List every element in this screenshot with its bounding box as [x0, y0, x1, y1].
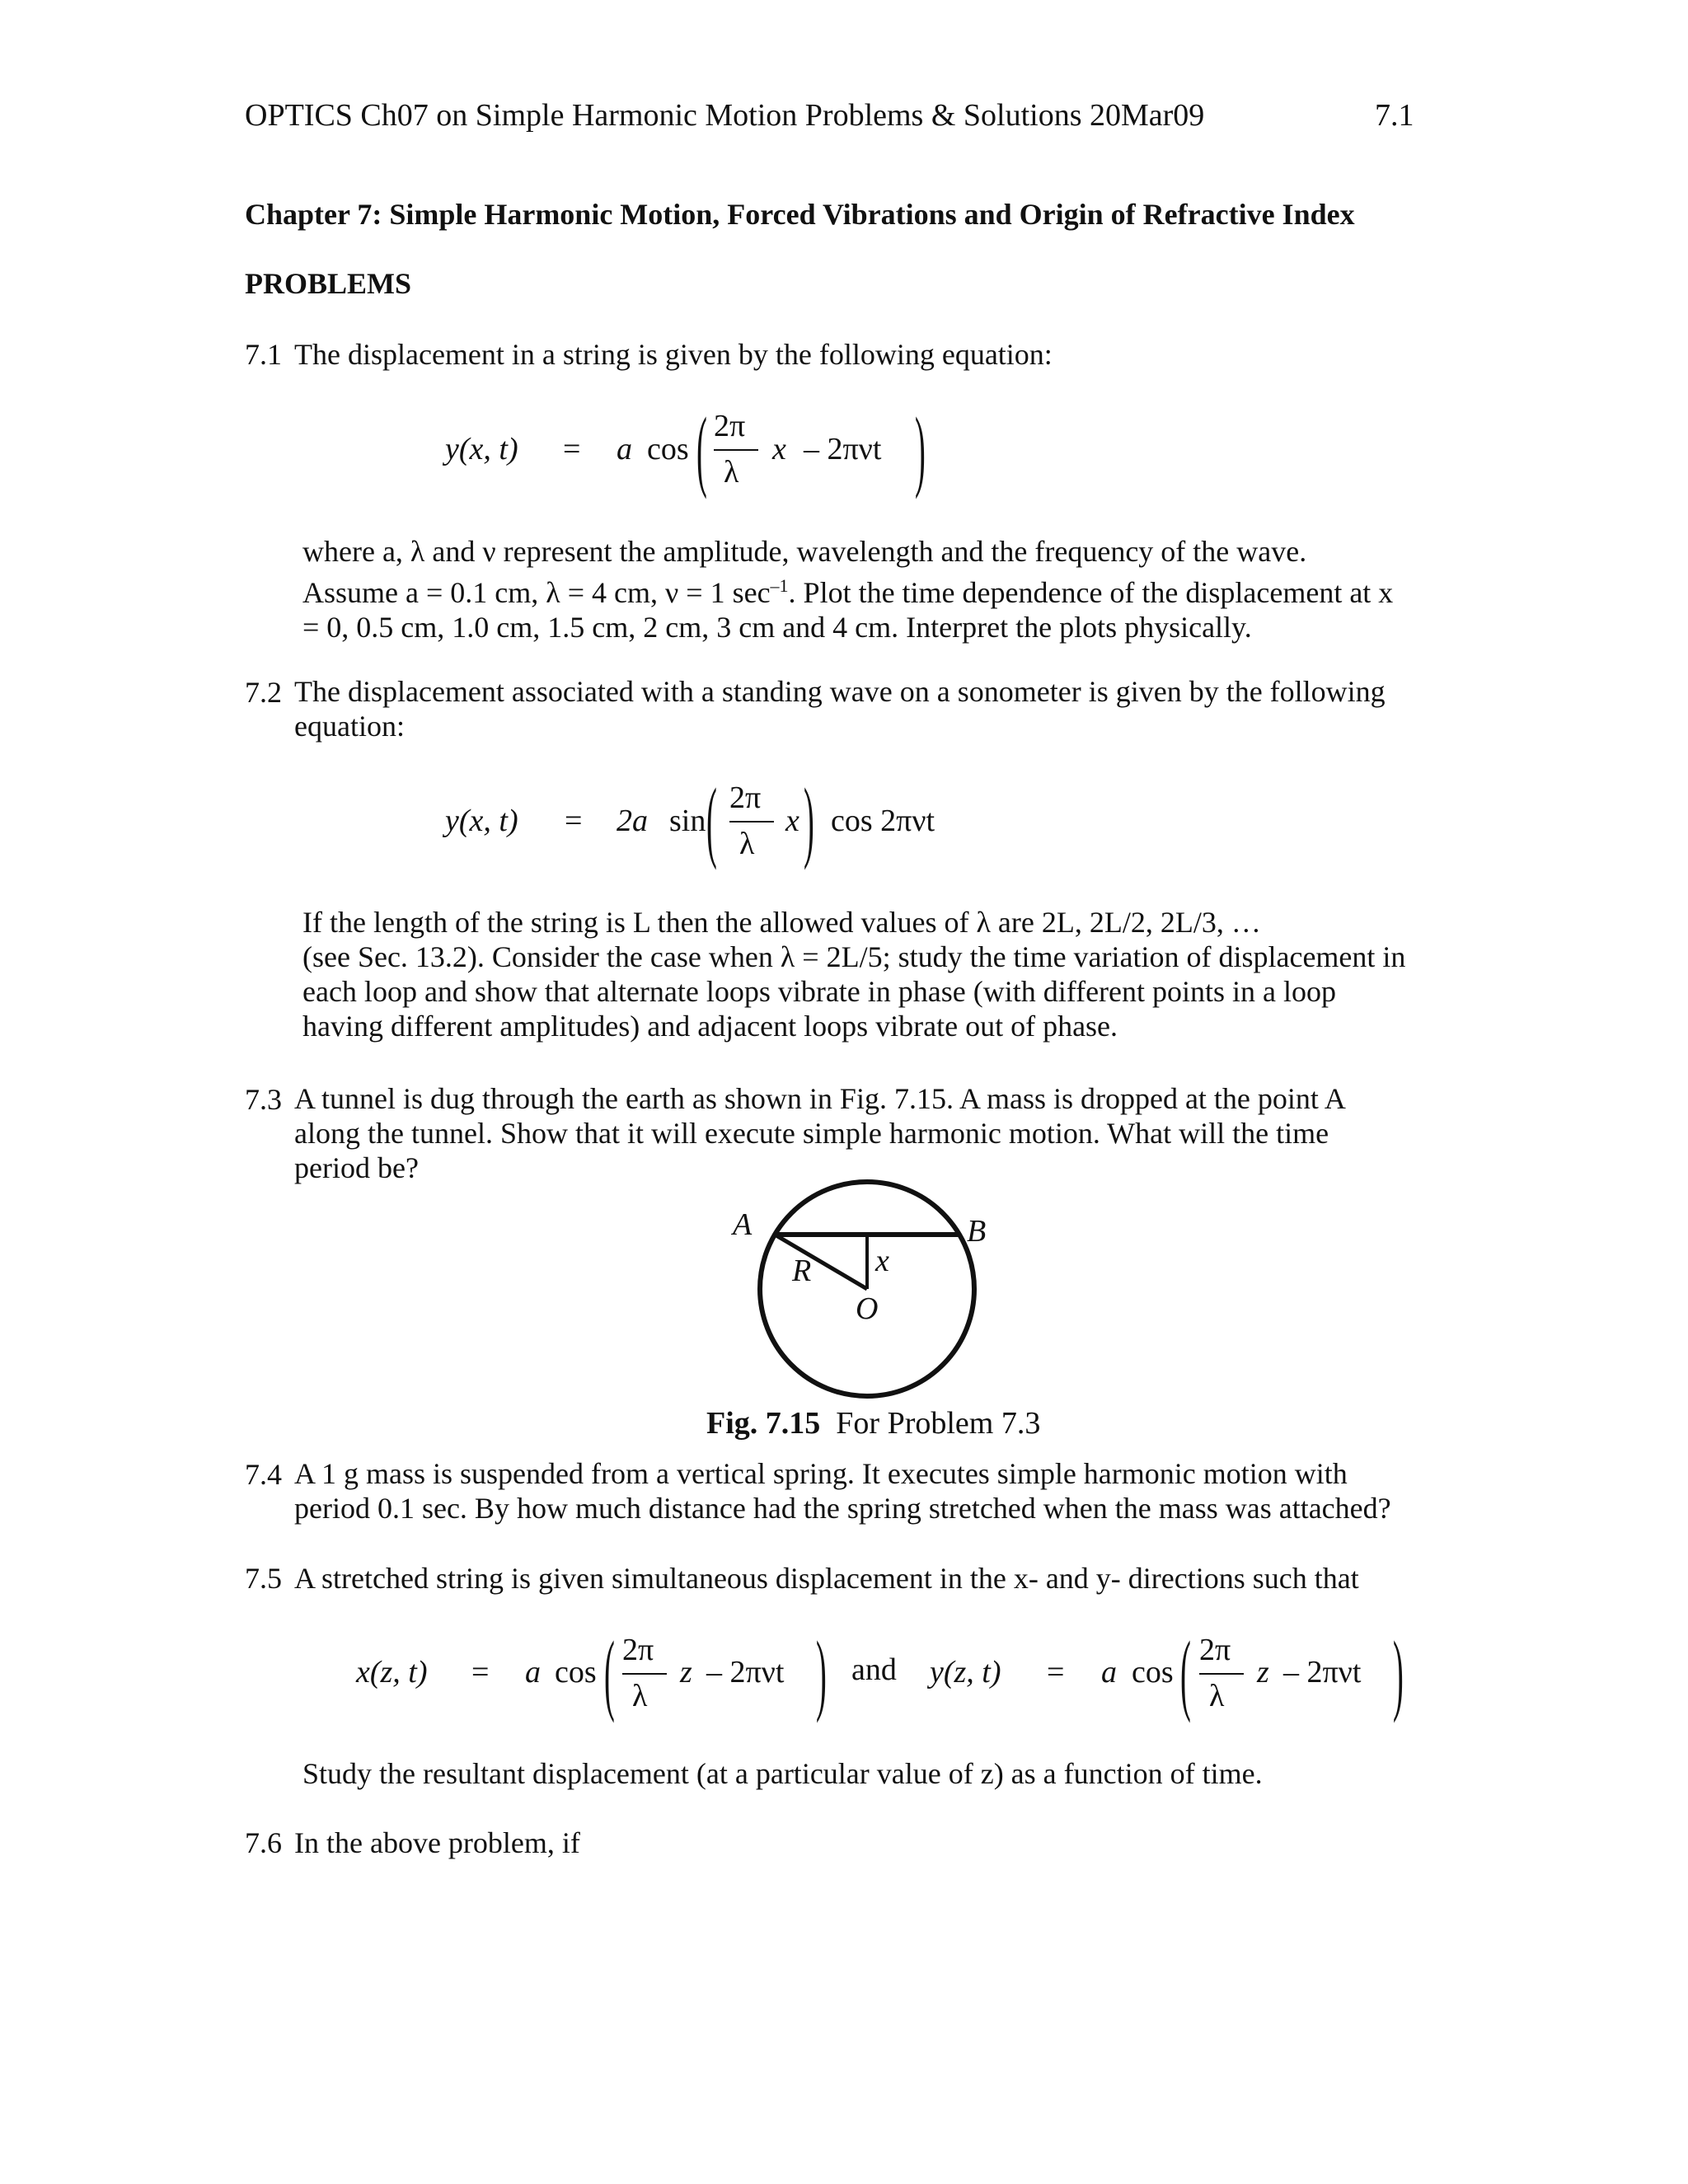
- intro-line: equation:: [294, 710, 405, 743]
- body-line: If the length of the string is L then the allowed values of λ are 2L, 2L/2, 2L/3, …: [302, 906, 1261, 939]
- right-paren: ): [804, 770, 814, 870]
- radius-r: [775, 1235, 867, 1289]
- body-line: (see Sec. 13.2). Consider the case when λ = 2L/5; study the time variation of displacement in: [302, 940, 1406, 973]
- fraction-numerator: 2π: [729, 780, 762, 815]
- label-o: O: [856, 1291, 879, 1326]
- eq-lhs: y(x, t): [445, 804, 518, 838]
- fraction-numerator: 2π: [1199, 1633, 1231, 1667]
- intro-line: The displacement associated with a standing wave on a sonometer is given by the following: [294, 675, 1386, 708]
- problem-7-4-body: [294, 1456, 1417, 1526]
- body-line: each loop and show that alternate loops vibrate in phase (with different points in a loop: [302, 975, 1337, 1008]
- label-b: B: [967, 1214, 987, 1249]
- problem-7-5-intro: A stretched string is given simultaneous displacement in the x- and y- directions such that: [294, 1562, 1359, 1595]
- eq-rest: – 2πνt: [1283, 1655, 1362, 1690]
- problem-7-1-intro: The displacement in a string is given by the following equation:: [294, 338, 1053, 371]
- eq-equals: =: [565, 804, 583, 838]
- eq-rest: – 2πνt: [706, 1655, 785, 1690]
- eq-variable: x: [772, 432, 786, 466]
- problem-7-4-number: 7.4: [245, 1458, 282, 1491]
- body-line: A tunnel is dug through the earth as shown in Fig. 7.15. A mass is dropped at the point A: [294, 1082, 1346, 1115]
- eq-variable: z: [1257, 1655, 1269, 1690]
- eq-equals: =: [563, 432, 581, 466]
- page-number: 7.1: [1375, 98, 1414, 133]
- eq-amplitude: 2a: [617, 804, 648, 838]
- eq-function: cos: [555, 1655, 597, 1690]
- right-paren: ): [1393, 1623, 1404, 1723]
- figure-7-15: [725, 1170, 1006, 1418]
- fraction-denominator: λ: [1209, 1679, 1225, 1713]
- eq-amplitude: a: [1101, 1655, 1117, 1690]
- eq-lhs: x(z, t): [356, 1655, 428, 1690]
- problem-7-5-body: Study the resultant displacement (at a particular value of z) as a function of time.: [302, 1757, 1263, 1790]
- eq-function: cos: [647, 432, 689, 466]
- eq-function: cos: [1132, 1655, 1174, 1690]
- right-paren: ): [816, 1623, 827, 1723]
- body-line: along the tunnel. Show that it will execute simple harmonic motion. What will the time: [294, 1117, 1329, 1150]
- superscript: –1: [770, 575, 789, 596]
- label-x: x: [875, 1244, 889, 1278]
- fraction-bar: [622, 1673, 667, 1675]
- problem-7-1-body: [302, 534, 1417, 644]
- right-paren: ): [915, 399, 926, 499]
- label-a: A: [733, 1207, 753, 1242]
- eq-amplitude: a: [617, 432, 632, 466]
- label-r: R: [792, 1254, 812, 1288]
- fraction-numerator: 2π: [622, 1633, 654, 1667]
- body-line: [302, 569, 1417, 610]
- fraction-denominator: λ: [739, 827, 755, 861]
- problem-7-2-intro: [294, 674, 1417, 743]
- eq-variable: z: [680, 1655, 692, 1690]
- section-title: PROBLEMS: [245, 267, 412, 300]
- eq-function: sin: [669, 804, 706, 838]
- eq-equals: =: [1047, 1655, 1065, 1690]
- left-paren: (: [1180, 1623, 1191, 1723]
- problem-7-5-number: 7.5: [245, 1562, 282, 1595]
- eq-amplitude: a: [525, 1655, 541, 1690]
- running-header: OPTICS Ch07 on Simple Harmonic Motion Problems & Solutions 20Mar09: [245, 98, 1205, 133]
- problem-7-2-number: 7.2: [245, 676, 282, 709]
- eq-equals: =: [471, 1655, 490, 1690]
- body-line: A 1 g mass is suspended from a vertical spring. It executes simple harmonic motion with: [294, 1457, 1348, 1490]
- eq-variable: x: [785, 804, 799, 838]
- problem-7-6-number: 7.6: [245, 1826, 282, 1859]
- eq-lhs: y(x, t): [445, 432, 518, 466]
- body-line: having different amplitudes) and adjacent loops vibrate out of phase.: [302, 1010, 1118, 1043]
- body-text: . Plot the time dependence of the displacement at x: [788, 576, 1394, 609]
- fraction-bar: [1199, 1673, 1244, 1675]
- fraction-denominator: λ: [632, 1679, 648, 1713]
- problem-7-1-number: 7.1: [245, 338, 282, 371]
- body-line: period 0.1 sec. By how much distance had the spring stretched when the mass was attached?: [294, 1492, 1391, 1525]
- caption-label: Fig. 7.15: [706, 1406, 821, 1441]
- conjunction-and: and: [851, 1652, 897, 1687]
- figure-caption: [706, 1405, 1040, 1441]
- eq-rest: – 2πνt: [804, 432, 882, 466]
- body-line: period be?: [294, 1151, 419, 1184]
- fraction-denominator: λ: [724, 455, 739, 490]
- problem-7-6-text: In the above problem, if: [294, 1826, 580, 1859]
- fraction-bar: [714, 449, 758, 451]
- left-paren: (: [706, 770, 717, 870]
- eq-rest: cos 2πνt: [831, 804, 935, 838]
- left-paren: (: [696, 399, 707, 499]
- fraction-bar: [729, 821, 774, 823]
- fraction-numerator: 2π: [714, 409, 746, 443]
- left-paren: (: [604, 1623, 615, 1723]
- body-line: where a, λ and ν represent the amplitude, wavelength and the frequency of the wave.: [302, 535, 1307, 568]
- caption-text: For Problem 7.3: [836, 1406, 1041, 1441]
- body-text: Assume a = 0.1 cm, λ = 4 cm, ν = 1 sec: [302, 576, 771, 609]
- eq-lhs: y(z, t): [930, 1655, 1001, 1690]
- body-line: = 0, 0.5 cm, 1.0 cm, 1.5 cm, 2 cm, 3 cm and 4 cm. Interpret the plots physically.: [302, 611, 1252, 644]
- problem-7-2-body: [302, 905, 1417, 1043]
- chapter-title: Chapter 7: Simple Harmonic Motion, Forced Vibrations and Origin of Refractive Index: [245, 198, 1355, 231]
- problem-7-3-number: 7.3: [245, 1083, 282, 1116]
